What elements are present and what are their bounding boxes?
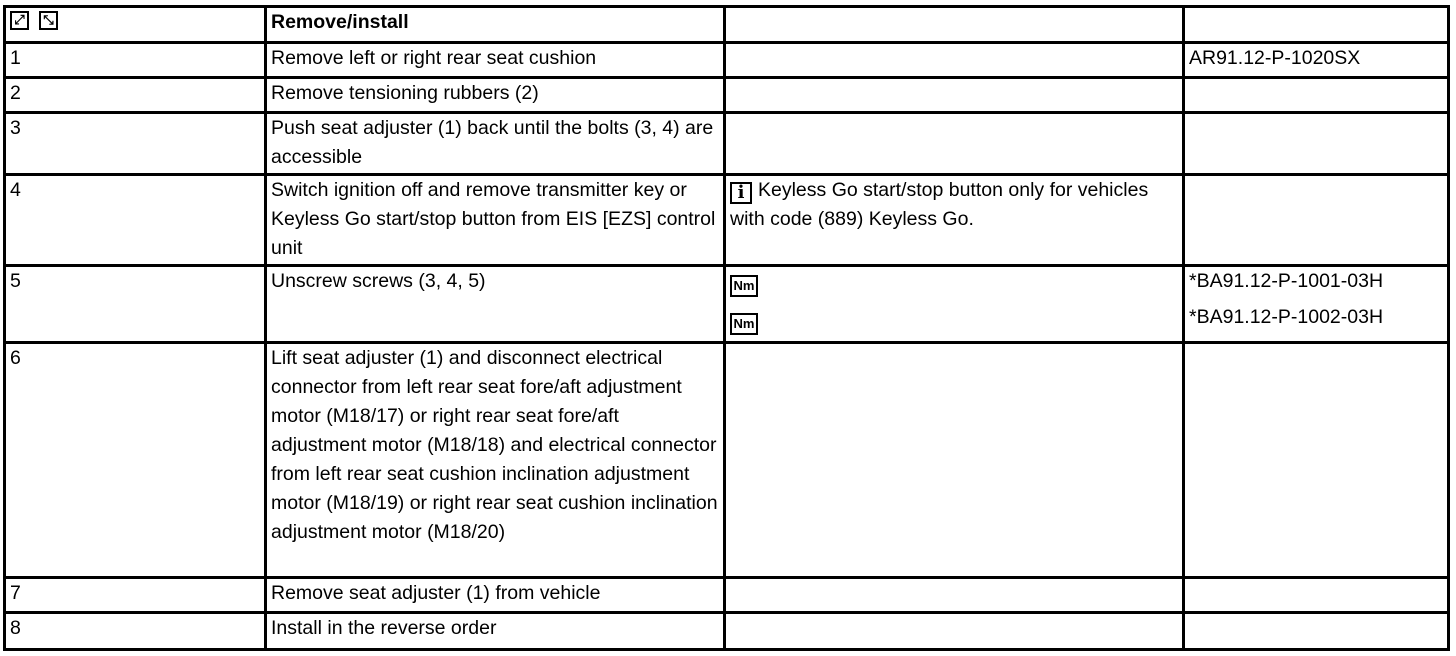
step-reference — [1184, 78, 1449, 113]
step-note-cell — [725, 175, 1184, 266]
step-note-text: Keyless Go start/stop button only for vehicles with code (889) Keyless Go. — [730, 179, 1149, 230]
table-row — [5, 175, 1449, 266]
step-note — [725, 343, 1184, 578]
step-text: Install in the reverse order — [266, 613, 725, 650]
step-text: Remove seat adjuster (1) from vehicle — [266, 578, 725, 613]
step-text: Switch ignition off and remove transmitter key or Keyless Go start/stop button from EIS [EZS] control unit — [266, 175, 725, 266]
header-icons-cell — [5, 7, 266, 43]
table-row — [5, 113, 1449, 175]
table-row — [5, 78, 1449, 113]
step-text: Lift seat adjuster (1) and disconnect electrical connector from left rear seat fore/aft adjustment motor (M18/17) or right rear seat fore/aft adjustment motor (M18/18) and electrical connector from left rear seat cushion inclination adjustment motor (M18/19) or right rear seat cushion inclination adjustment motor (M18/20) — [266, 343, 725, 578]
header-title: Remove/install — [266, 7, 725, 43]
step-number: 7 — [5, 578, 266, 613]
header-note-cell — [725, 7, 1184, 43]
step-reference — [1184, 113, 1449, 175]
torque-nm-icon[interactable]: Nm — [730, 313, 758, 335]
torque-nm-icon[interactable]: Nm — [730, 275, 758, 297]
step-number: 5 — [5, 266, 266, 343]
table-header-row — [5, 7, 1449, 43]
step-reference — [1184, 175, 1449, 266]
header-ref-cell — [1184, 7, 1449, 43]
table-row — [5, 343, 1449, 578]
table-row — [5, 613, 1449, 650]
expand-icon[interactable]: ⤢ — [10, 11, 29, 30]
step-reference — [1184, 613, 1449, 650]
step-text: Push seat adjuster (1) back until the bolts (3, 4) are accessible — [266, 113, 725, 175]
step-text: Remove left or right rear seat cushion — [266, 43, 725, 78]
table-row — [5, 266, 1449, 343]
step-reference-link[interactable]: AR91.12-P-1020SX — [1184, 43, 1449, 78]
info-icon[interactable]: i — [730, 182, 752, 204]
torque-icons-cell — [725, 266, 1184, 343]
table-row — [5, 43, 1449, 78]
step-references-cell — [1184, 266, 1449, 343]
step-number: 1 — [5, 43, 266, 78]
step-note — [725, 578, 1184, 613]
step-reference-link[interactable]: *BA91.12-P-1002-03H — [1189, 306, 1384, 328]
step-note — [725, 43, 1184, 78]
step-number: 8 — [5, 613, 266, 650]
procedure-table — [3, 5, 1450, 651]
step-number: 6 — [5, 343, 266, 578]
step-reference — [1184, 578, 1449, 613]
table-row — [5, 578, 1449, 613]
collapse-icon[interactable]: ⤡ — [39, 11, 58, 30]
step-note — [725, 113, 1184, 175]
step-number: 2 — [5, 78, 266, 113]
step-reference — [1184, 343, 1449, 578]
step-number: 3 — [5, 113, 266, 175]
step-number: 4 — [5, 175, 266, 266]
step-reference-link[interactable]: *BA91.12-P-1001-03H — [1189, 270, 1384, 292]
step-note — [725, 78, 1184, 113]
step-note — [725, 613, 1184, 650]
step-text: Remove tensioning rubbers (2) — [266, 78, 725, 113]
step-text: Unscrew screws (3, 4, 5) — [266, 266, 725, 343]
